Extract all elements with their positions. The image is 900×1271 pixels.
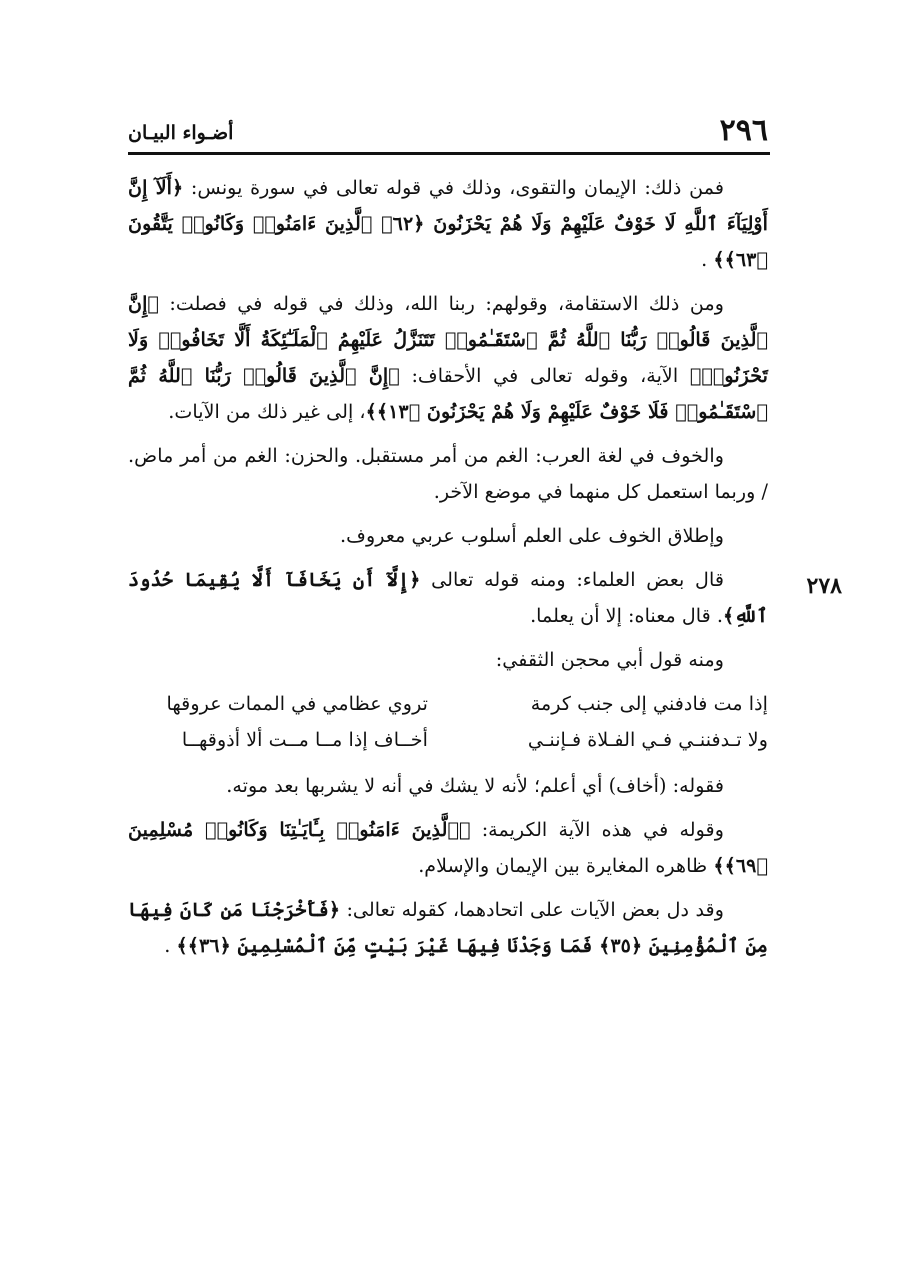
paragraph-5 bbox=[128, 562, 768, 634]
poem-first-hemistich: ولا تـدفننـي فـي الفـلاة فـإننـي bbox=[527, 728, 768, 751]
header-rule bbox=[128, 152, 770, 155]
paragraph-9 bbox=[128, 892, 768, 964]
paragraph-5-text: قال بعض العلماء: ومنه قوله تعالى bbox=[420, 568, 724, 591]
paragraph-2 bbox=[128, 286, 768, 430]
quran-verse: ﴿فَأَخْرَجْنَا مَن كَانَ فِيهَا مِنَ ٱلْمُؤْمِنِينَ ﴿٣٥﴾ فَمَا وَجَدْنَا فِيهَا غَيْرَ بَيْتٍ مِّنَ ٱلْمُسْلِمِينَ ﴿٣٦﴾﴾ bbox=[128, 898, 768, 957]
quran-verse: ﴿إِنَّ ٱلَّذِينَ قَالُوا۟ رَبُّنَا ٱللَّهُ ثُمَّ ٱسْتَقَـٰمُوا۟ تَتَنَزَّلُ عَلَيْهِمُ ٱلْمَلَـٰٓئِكَةُ أَلَّا تَخَافُوا۟ وَلَا تَحْزَنُوا۟﴾ bbox=[128, 292, 768, 387]
poem-first-hemistich: إذا مت فادفني إلى جنب كرمة bbox=[530, 692, 768, 715]
paragraph-2-end: ، إلى غير ذلك من الآيات. bbox=[168, 400, 366, 423]
paragraph-5-end: . قال معناه: إلا أن يعلما. bbox=[530, 604, 724, 627]
paragraph-1-end: . bbox=[701, 248, 714, 271]
paragraph-6: ومنه قول أبي محجن الثقفي: bbox=[495, 648, 724, 671]
running-head: أضـواء البيـان bbox=[128, 122, 234, 144]
page-number: ٢٩٦ bbox=[719, 113, 768, 148]
paragraph-8-text: وقوله في هذه الآية الكريمة: bbox=[470, 818, 724, 841]
paragraph-8-end: ظاهره المغايرة بين الإيمان والإسلام. bbox=[418, 854, 714, 877]
paragraph-1-text: فمن ذلك: الإيمان والتقوى، وذلك في قوله تعالى في سورة يونس: bbox=[183, 176, 724, 199]
poem bbox=[128, 686, 768, 758]
paragraph-2-text: ومن ذلك الاستقامة، وقولهم: ربنا الله، وذلك في قوله في فصلت: bbox=[158, 292, 724, 315]
paragraph-2-middle: الآية، وقوله تعالى في الأحقاف: bbox=[399, 364, 690, 387]
paragraph-9-text: وقد دل بعض الآيات على اتحادهما، كقوله تعالى: bbox=[340, 898, 724, 921]
quran-verse: ﴿ٱلَّذِينَ ءَامَنُوا۟ بِـَٔايَـٰتِنَا وَكَانُوا۟ مُسْلِمِينَ ﴿٦٩﴾﴾ bbox=[128, 818, 768, 877]
poem-second-hemistich: تروي عظامي في الممات عروقها bbox=[166, 692, 428, 715]
paragraph-8 bbox=[128, 812, 768, 884]
poem-line bbox=[128, 686, 768, 722]
paragraph-7: فقوله: (أخاف) أي أعلم؛ لأنه لا يشك في أنه لا يشربها بعد موته. bbox=[226, 774, 724, 797]
paragraph-3: والخوف في لغة العرب: الغم من أمر مستقبل. والحزن: الغم من أمر ماض. / وربما استعمل كل منهما في موضع الآخر. bbox=[128, 444, 768, 503]
quran-verse: ﴿إِنَّ ٱلَّذِينَ قَالُوا۟ رَبُّنَا ٱللَّهُ ثُمَّ ٱسْتَقَـٰمُوا۟ فَلَا خَوْفٌ عَلَيْهِمْ وَلَا هُمْ يَحْزَنُونَ ﴿١٣﴾﴾ bbox=[128, 364, 768, 423]
paragraph-9-end: . bbox=[164, 934, 177, 957]
poem-second-hemistich: أخــاف إذا مــا مــت ألا أذوقهــا bbox=[181, 728, 428, 751]
margin-page-reference: ٢٧٨ bbox=[806, 573, 842, 599]
page-header bbox=[128, 112, 768, 152]
poem-line bbox=[128, 722, 768, 758]
quran-verse: ﴿إِلَّآ أَن يَخَافَآ أَلَّا يُقِيمَا حُدُودَ ٱللَّهِ﴾ bbox=[128, 568, 768, 627]
paragraph-1 bbox=[128, 170, 768, 278]
paragraph-4: وإطلاق الخوف على العلم أسلوب عربي معروف. bbox=[340, 524, 724, 547]
quran-verse: ﴿أَلَآ إِنَّ أَوْلِيَآءَ ٱللَّهِ لَا خَوْفٌ عَلَيْهِمْ وَلَا هُمْ يَحْزَنُونَ ﴿٦٢﴾ ٱلَّذِينَ ءَامَنُوا۟ وَكَانُوا۟ يَتَّقُونَ ﴿٦٣﴾﴾ bbox=[128, 176, 769, 271]
body-text bbox=[128, 170, 768, 1190]
